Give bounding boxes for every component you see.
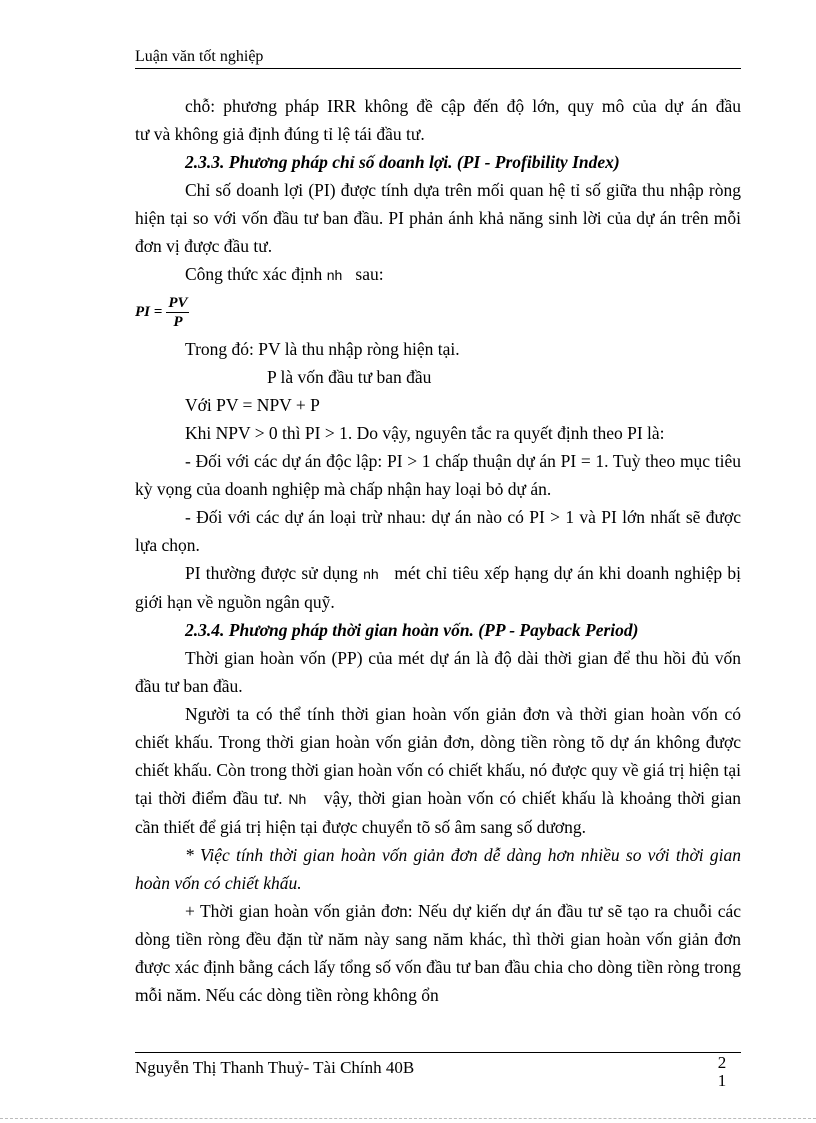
text-span: nh	[326, 267, 343, 283]
paragraph: - Đối với các dự án loại trừ nhau: dự án nào có PI > 1 và PI lớn nhất sẽ được lựa chọn.	[135, 507, 741, 555]
formula-fraction	[166, 295, 189, 330]
paragraph: + Thời gian hoàn vốn giản đơn: Nếu dự kiến dự án đầu tư sẽ tạo ra chuỗi các dòng tiền ròng đều đặn từ năm này sang năm khác, thì thời gian hoàn vốn giản đơn được xác định bằng cách lấy tổng số vốn đầu tư ban đầu chia cho dòng tiền ròng trong mỗi năm. Nếu các dòng tiền ròng không ổn	[135, 901, 741, 1005]
body-text	[135, 92, 741, 1009]
section-heading-pp: 2.3.4. Phương pháp thời gian hoàn vốn. (PP - Payback Period)	[185, 620, 639, 640]
paragraph: tư và không giả định đúng tỉ lệ tái đầu tư.	[135, 124, 425, 144]
paragraph: chỗ: phương pháp IRR không đề cập đến độ lớn, quy mô của dự án đầu	[185, 96, 741, 116]
text-span: Nh	[288, 791, 307, 807]
paragraph: Với PV = NPV + P	[185, 395, 320, 415]
paragraph: P là vốn đầu tư ban đầu	[267, 367, 432, 387]
paragraph	[135, 700, 741, 841]
text-span: Công thức xác định	[185, 264, 323, 284]
section-heading-pi: 2.3.3. Phương pháp chỉ số doanh lợi. (PI - Profibility Index)	[185, 152, 620, 172]
paragraph: * Việc tính thời gian hoàn vốn giản đơn dễ dàng hơn nhiều so với thời gian hoàn vốn có chiết khấu.	[135, 845, 741, 893]
text-span: PI thường được sử dụng	[185, 563, 358, 583]
text-span: mét chỉ tiêu xếp hạng dự án khi doanh nghiệp bị giới hạn về nguồn ngân quỹ.	[135, 563, 741, 612]
text-span: Người ta có thể tính thời gian hoàn vốn giản đơn và thời gian hoàn vốn có chiết khấu. Trong thời gian hoàn vốn giản đơn, dòng tiền ròng tõ dự án không được chiết khấu. Còn trong thời gian hoàn vốn có chiết khấu, nó được quy về giá trị hiện tại tại thời điểm đầu tư.	[135, 704, 741, 808]
running-header: Luận văn tốt nghiệp	[135, 48, 741, 69]
paragraph: Chỉ số doanh lợi (PI) được tính dựa trên mối quan hệ tỉ số giữa thu nhập ròng hiện tại so với vốn đầu tư ban đầu. PI phản ánh khả năng sinh lời của dự án trên mỗi đơn vị được đầu tư.	[135, 180, 741, 256]
formula-lhs: PI =	[135, 304, 163, 320]
text-span: nh	[363, 566, 379, 582]
page-number-bottom: 1	[717, 1071, 727, 1090]
paragraph: Thời gian hoàn vốn (PP) của mét dự án là độ dài thời gian để thu hồi đủ vốn đầu tư ban đầu.	[135, 648, 741, 696]
page-number	[712, 1054, 732, 1090]
paragraph: Khi NPV > 0 thì PI > 1. Do vậy, nguyên tắc ra quyết định theo PI là:	[185, 423, 665, 443]
pi-formula	[135, 291, 189, 333]
formula-numerator: PV	[168, 294, 188, 311]
paragraph: - Đối với các dự án độc lập: PI > 1 chấp thuận dự án PI = 1. Tuỳ theo mục tiêu kỳ vọng của doanh nghiệp mà chấp nhận hay loại bỏ dự án.	[135, 451, 741, 499]
formula-denominator: P	[173, 313, 183, 330]
paragraph	[135, 559, 741, 616]
footer-divider	[135, 1052, 741, 1053]
page-number-top: 2	[717, 1053, 727, 1072]
paragraph: Trong đó: PV là thu nhập ròng hiện tại.	[185, 339, 460, 359]
text-span: vậy, thời gian hoàn vốn có chiết khấu là khoảng thời gian cần thiết để giá trị hiện tại được chuyển tõ số âm sang số dương.	[135, 788, 742, 837]
paragraph	[135, 260, 741, 289]
page-break-divider	[0, 1118, 816, 1119]
text-span: sau:	[355, 264, 384, 284]
footer-author: Nguyễn Thị Thanh Thuỷ- Tài Chính 40B	[135, 1058, 415, 1077]
